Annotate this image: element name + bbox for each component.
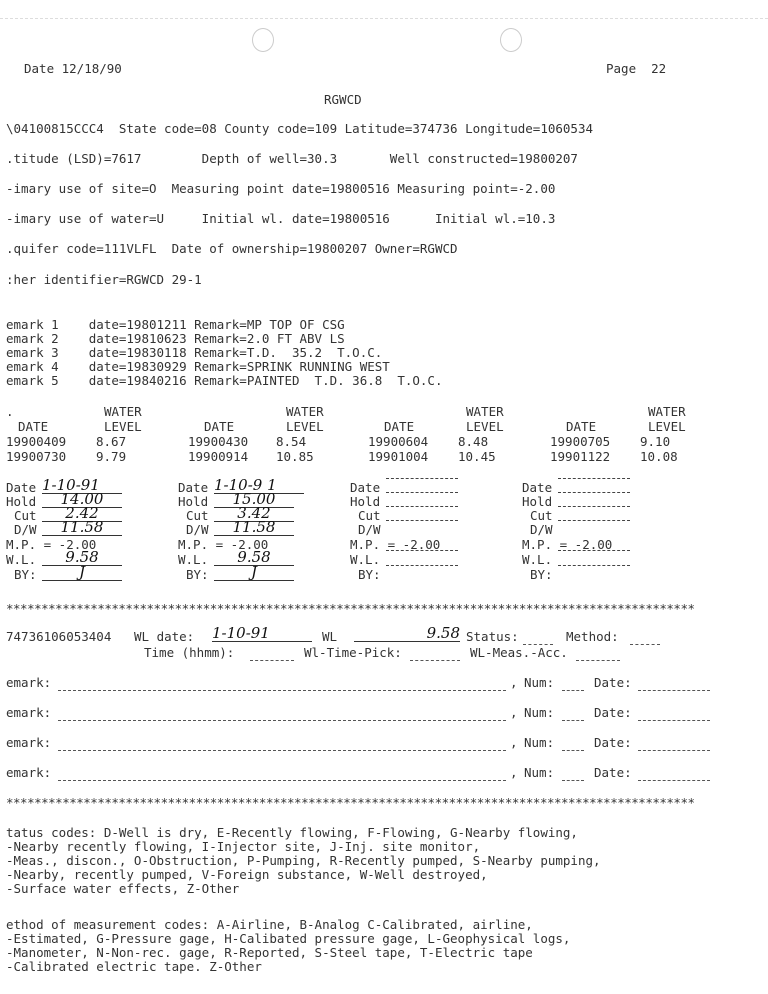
entry-dw-value: 11.58: [232, 518, 276, 536]
remark-entry-field[interactable]: [58, 766, 506, 781]
entry-wl-field[interactable]: [386, 550, 458, 551]
asterisk-separator: **************************************************************************************************: [6, 796, 695, 810]
entry-by-label: BY:: [14, 567, 37, 582]
wl-date-value: 1-10-91: [212, 624, 270, 642]
column-header-water: WATER: [286, 404, 324, 419]
entry-cut-label: Cut: [358, 508, 381, 523]
agency-title: RGWCD: [324, 92, 362, 107]
entry-cut-label: Cut: [530, 508, 553, 523]
table-cell-level: 9.79: [96, 449, 127, 464]
entry-wl-value: 9.58: [65, 548, 99, 566]
wl-date-label: WL date:: [134, 629, 195, 644]
table-cell-date: 19900430: [188, 434, 249, 449]
table-cell-date: 19900705: [550, 434, 611, 449]
entry-wl-label: W.L.: [6, 552, 37, 567]
entry-dw-field[interactable]: [386, 520, 458, 521]
status-label: Status:: [466, 629, 519, 644]
entry-date-field[interactable]: [386, 478, 458, 479]
table-cell-level: 10.45: [458, 449, 496, 464]
remark-line: emark 2 date=19810623 Remark=2.0 FT ABV LS: [6, 331, 345, 346]
wl-value-field[interactable]: [354, 626, 460, 642]
entry-hold-value: 15.00: [232, 490, 276, 508]
entry-date-value: 1-10-9 1: [214, 476, 277, 494]
table-cell-level: 8.54: [276, 434, 307, 449]
entry-dw-field[interactable]: [558, 520, 630, 521]
table-cell-level: 10.08: [640, 449, 678, 464]
site-info-line: -imary use of site=O Measuring point date=19800516 Measuring point=-2.00: [6, 181, 556, 196]
table-cell-date: 19900914: [188, 449, 249, 464]
entry-hold-label: Hold: [522, 494, 553, 509]
table-cell-level: 9.10: [640, 434, 671, 449]
remark-num-label: Num:: [524, 735, 555, 750]
remark-date-label: Date:: [594, 765, 632, 780]
entry-wl-label: W.L.: [178, 552, 209, 567]
entry-wl-label: W.L.: [350, 552, 381, 567]
entry-dw-field[interactable]: [42, 520, 122, 536]
wl-time-pick-field[interactable]: [410, 646, 460, 661]
remark-entry-label: emark:: [6, 765, 52, 780]
entry-mp: M.P. = -2.00: [522, 537, 613, 552]
method-field[interactable]: [630, 630, 660, 645]
column-header-date: DATE: [384, 419, 415, 434]
entry-by-value: J: [250, 563, 257, 581]
status-codes-line: -Surface water effects, Z-Other: [6, 881, 240, 896]
method-label: Method:: [566, 629, 619, 644]
entry-cut-field[interactable]: [386, 506, 458, 507]
remark-date-label: Date:: [594, 675, 632, 690]
entry-date-field[interactable]: [558, 478, 630, 479]
column-header-level: LEVEL: [286, 419, 324, 434]
remark-num-field[interactable]: [562, 706, 584, 721]
wl-date-field[interactable]: [212, 626, 312, 642]
table-bullet: .: [6, 404, 14, 419]
punch-hole: [252, 28, 274, 52]
entry-hold-field[interactable]: [386, 492, 458, 493]
column-header-water: WATER: [466, 404, 504, 419]
entry-dw-label: D/W: [14, 522, 37, 537]
remark-num-field[interactable]: [562, 736, 584, 751]
entry-wl-value: 9.58: [237, 548, 271, 566]
column-header-level: LEVEL: [648, 419, 686, 434]
remark-date-label: Date:: [594, 735, 632, 750]
remark-num-field[interactable]: [562, 676, 584, 691]
site-info-line: .quifer code=111VLFL Date of ownership=19800207 Owner=RGWCD: [6, 241, 458, 256]
wl-label: WL: [322, 629, 338, 644]
column-header-date: DATE: [566, 419, 597, 434]
entry-hold-label: Hold: [350, 494, 381, 509]
entry-date-label: Date: [522, 480, 553, 495]
remark-entry-field[interactable]: [58, 736, 506, 751]
table-cell-date: 19900604: [368, 434, 429, 449]
entry-mp: M.P. = -2.00: [6, 537, 97, 552]
remark-line: emark 3 date=19830118 Remark=T.D. 35.2 T.O.C.: [6, 345, 383, 360]
entry-by-field[interactable]: [386, 565, 458, 566]
table-cell-level: 10.85: [276, 449, 314, 464]
method-codes-line: -Estimated, G-Pressure gage, H-Calibated pressure gage, L-Geophysical logs,: [6, 931, 571, 946]
remark-date-field[interactable]: [638, 706, 710, 721]
entry-cut-label: Cut: [14, 508, 37, 523]
site-info-line: .titude (LSD)=7617 Depth of well=30.3 Well constructed=19800207: [6, 151, 578, 166]
column-header-water: WATER: [648, 404, 686, 419]
remark-date-field[interactable]: [638, 766, 710, 781]
page-number: Page 22: [606, 61, 667, 76]
column-header-level: LEVEL: [466, 419, 504, 434]
entry-dw-label: D/W: [358, 522, 381, 537]
entry-dw-value: 11.58: [60, 518, 104, 536]
remark-entry-label: emark:: [6, 735, 52, 750]
entry-mp: M.P. = -2.00: [178, 537, 269, 552]
table-cell-date: 19901122: [550, 449, 611, 464]
entry-hold-label: Hold: [178, 494, 209, 509]
remark-num-label: Num:: [524, 705, 555, 720]
entry-hold-field[interactable]: [558, 492, 630, 493]
remark-date-field[interactable]: [638, 676, 710, 691]
table-cell-date: 19900409: [6, 434, 67, 449]
table-cell-level: 8.67: [96, 434, 127, 449]
entry-by-label: BY:: [358, 567, 381, 582]
entry-cut-label: Cut: [186, 508, 209, 523]
entry-hold-value: 14.00: [60, 490, 104, 508]
entry-dw-label: D/W: [186, 522, 209, 537]
remark-comma: ,: [510, 675, 518, 690]
asterisk-separator: **************************************************************************************************: [6, 602, 695, 616]
wl-meas-acc-field[interactable]: [576, 646, 620, 661]
entry-mp: M.P. = -2.00: [350, 537, 441, 552]
wl-time-pick-label: Wl-Time-Pick:: [304, 645, 402, 660]
remark-date-field[interactable]: [638, 736, 710, 751]
entry-date-label: Date: [6, 480, 37, 495]
remark-date-label: Date:: [594, 705, 632, 720]
entry-by-label: BY:: [186, 567, 209, 582]
remark-num-label: Num:: [524, 675, 555, 690]
remark-entry-label: emark:: [6, 705, 52, 720]
column-header-level: LEVEL: [104, 419, 142, 434]
site-info-line: -imary use of water=U Initial wl. date=19800516 Initial wl.=10.3: [6, 211, 556, 226]
status-codes-line: -Nearby recently flowing, I-Injector site, J-Inj. site monitor,: [6, 839, 481, 854]
entry-date-value: 1-10-91: [42, 476, 100, 494]
entry-by-field[interactable]: [214, 565, 294, 581]
site-id: 74736106053404: [6, 629, 112, 644]
site-info-line: \04100815CCC4 State code=08 County code=109 Latitude=374736 Longitude=1060534: [6, 121, 593, 136]
entry-wl-label: W.L.: [522, 552, 553, 567]
entry-by-label: BY:: [530, 567, 553, 582]
entry-date-label: Date: [350, 480, 381, 495]
method-codes-line: ethod of measurement codes: A-Airline, B-Analog C-Calibrated, airline,: [6, 917, 533, 932]
remark-line: emark 1 date=19801211 Remark=MP TOP OF CSG: [6, 317, 345, 332]
entry-cut-value: 3.42: [237, 504, 271, 522]
remark-num-label: Num:: [524, 765, 555, 780]
entry-hold-label: Hold: [6, 494, 37, 509]
remark-comma: ,: [510, 765, 518, 780]
time-field[interactable]: [250, 646, 294, 661]
method-codes-line: -Calibrated electric tape. Z-Other: [6, 959, 262, 974]
entry-by-value: J: [78, 563, 85, 581]
status-field[interactable]: [523, 630, 553, 645]
punch-hole: [500, 28, 522, 52]
table-cell-level: 8.48: [458, 434, 489, 449]
method-codes-line: -Manometer, N-Non-rec. gage, R-Reported, S-Steel tape, T-Electric tape: [6, 945, 533, 960]
site-info-line: :her identifier=RGWCD 29-1: [6, 272, 202, 287]
entry-by-field[interactable]: [42, 565, 122, 581]
column-header-date: DATE: [18, 419, 49, 434]
entry-by-field[interactable]: [558, 565, 630, 566]
entry-cut-value: 2.42: [65, 504, 99, 522]
entry-dw-label: D/W: [530, 522, 553, 537]
entry-date-label: Date: [178, 480, 209, 495]
remark-num-field[interactable]: [562, 766, 584, 781]
entry-wl-field[interactable]: [558, 550, 630, 551]
wl-meas-acc-label: WL-Meas.-Acc.: [470, 645, 568, 660]
table-cell-date: 19901004: [368, 449, 429, 464]
table-cell-date: 19900730: [6, 449, 67, 464]
report-date: Date 12/18/90: [24, 61, 122, 76]
remark-line: emark 4 date=19830929 Remark=SPRINK RUNNING WEST: [6, 359, 390, 374]
remark-comma: ,: [510, 705, 518, 720]
remark-entry-field[interactable]: [58, 676, 506, 691]
status-codes-line: -Nearby, recently pumped, V-Foreign substance, W-Well destroyed,: [6, 867, 488, 882]
remark-comma: ,: [510, 735, 518, 750]
remark-entry-label: emark:: [6, 675, 52, 690]
column-header-date: DATE: [204, 419, 235, 434]
time-label: Time (hhmm):: [144, 645, 235, 660]
status-codes-line: -Meas., discon., O-Obstruction, P-Pumping, R-Recently pumped, S-Nearby pumping,: [6, 853, 601, 868]
wl-value: 9.58: [426, 624, 460, 642]
entry-dw-field[interactable]: [214, 520, 294, 536]
remark-line: emark 5 date=19840216 Remark=PAINTED T.D. 36.8 T.O.C.: [6, 373, 443, 388]
column-header-water: WATER: [104, 404, 142, 419]
top-edge-line: [0, 18, 768, 19]
status-codes-line: tatus codes: D-Well is dry, E-Recently flowing, F-Flowing, G-Nearby flowing,: [6, 825, 578, 840]
entry-cut-field[interactable]: [558, 506, 630, 507]
remark-entry-field[interactable]: [58, 706, 506, 721]
